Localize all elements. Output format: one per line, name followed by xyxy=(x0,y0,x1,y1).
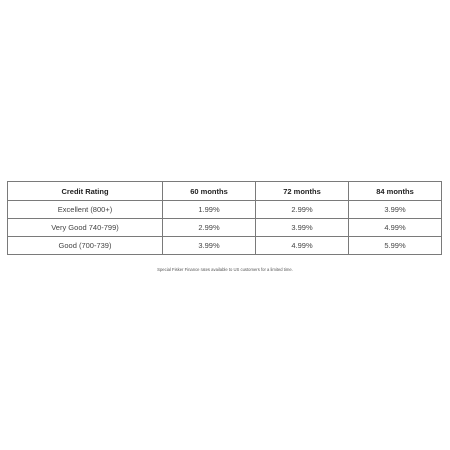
finance-rates-table xyxy=(7,181,442,255)
rate-cell: 3.99% xyxy=(256,219,349,237)
header-row xyxy=(8,182,442,201)
rate-cell: 5.99% xyxy=(349,237,442,255)
rate-cell: 4.99% xyxy=(349,219,442,237)
table-row xyxy=(8,219,442,237)
rate-cell: 2.99% xyxy=(256,201,349,219)
credit-rating-cell: Very Good 740-799) xyxy=(8,219,163,237)
header-84-months: 84 months xyxy=(349,182,442,201)
credit-rating-cell: Excellent (800+) xyxy=(8,201,163,219)
table-row xyxy=(8,237,442,255)
rate-cell: 1.99% xyxy=(163,201,256,219)
finance-footnote: Special Fisker Finance rates available to US customers for a limited time. xyxy=(157,267,293,272)
rate-cell: 3.99% xyxy=(349,201,442,219)
header-60-months: 60 months xyxy=(163,182,256,201)
table-header xyxy=(8,182,442,201)
table-row xyxy=(8,201,442,219)
rate-cell: 2.99% xyxy=(163,219,256,237)
rate-cell: 4.99% xyxy=(256,237,349,255)
credit-rating-cell: Good (700-739) xyxy=(8,237,163,255)
header-72-months: 72 months xyxy=(256,182,349,201)
header-credit-rating: Credit Rating xyxy=(8,182,163,201)
table-body xyxy=(8,201,442,255)
rate-cell: 3.99% xyxy=(163,237,256,255)
